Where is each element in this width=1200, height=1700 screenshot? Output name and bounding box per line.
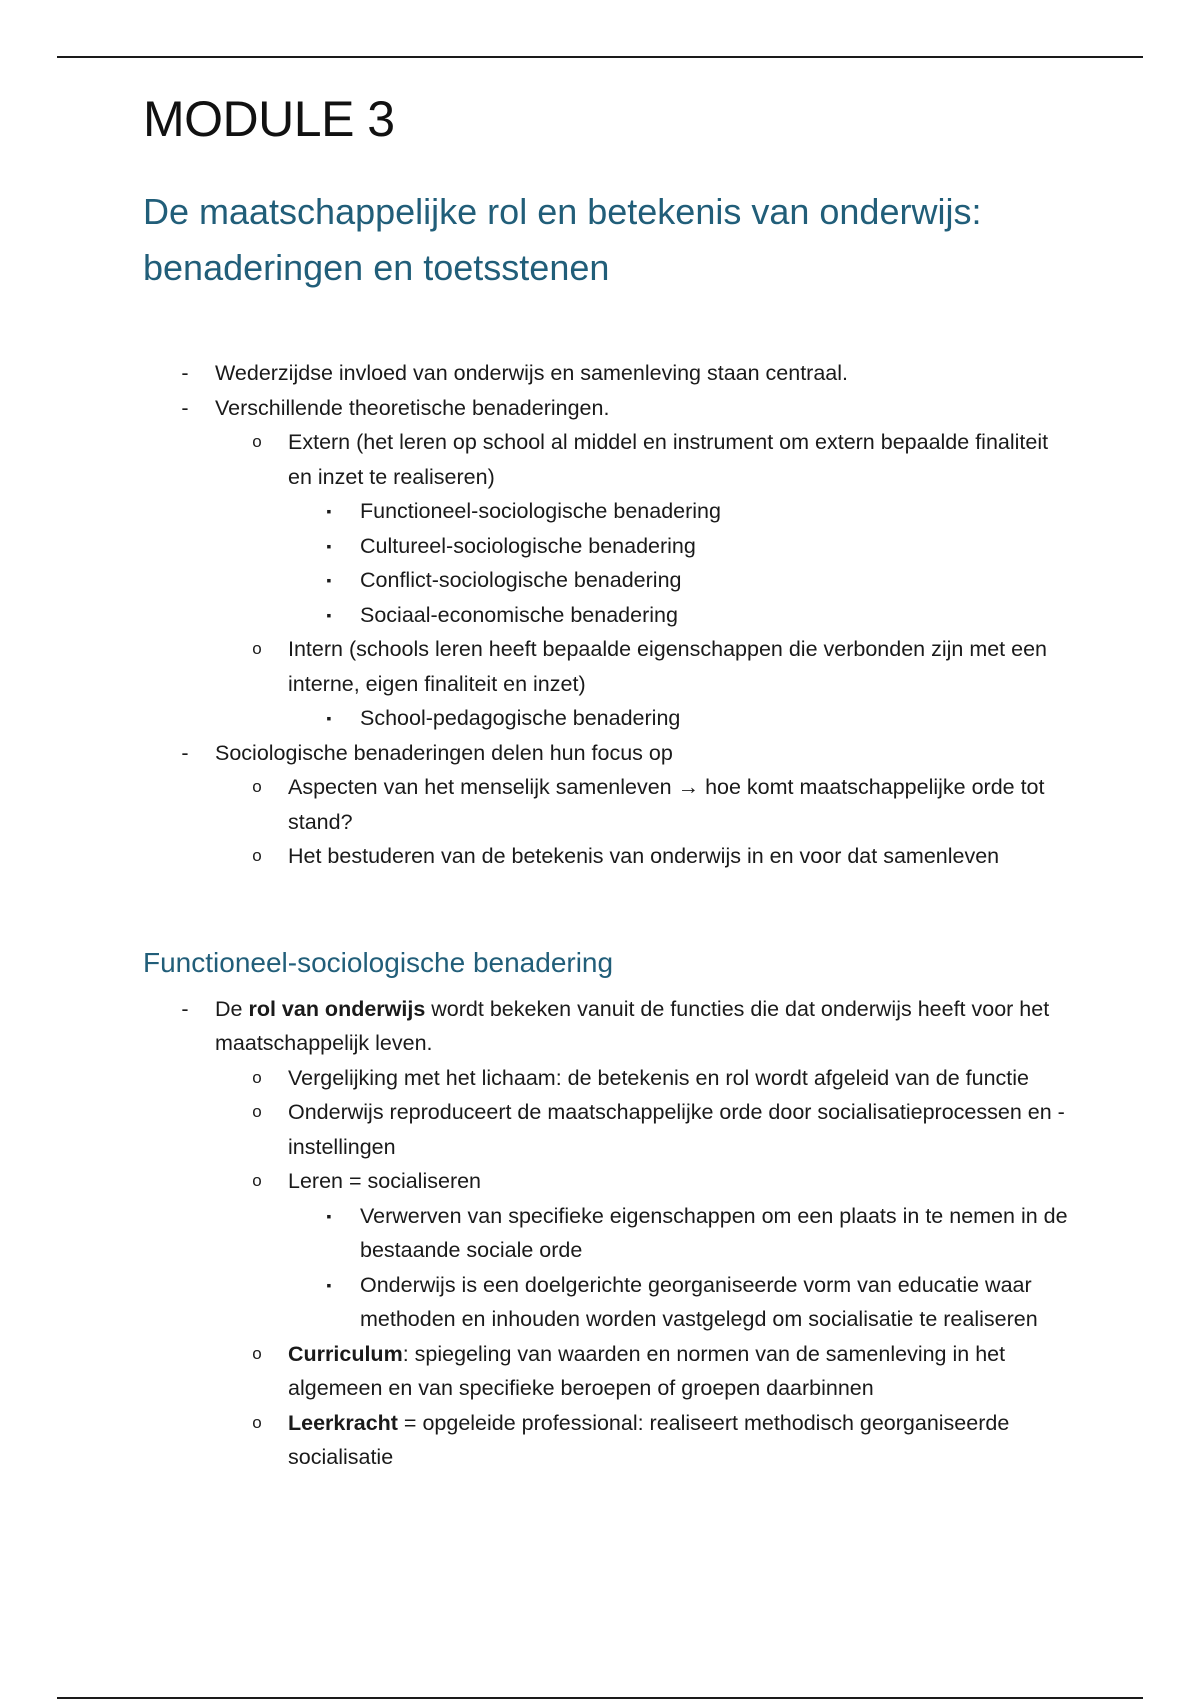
circle-bullet: o bbox=[252, 432, 262, 451]
list-item: - Verschillende theoretische benaderingen. bbox=[143, 391, 1073, 426]
intro-list bbox=[143, 356, 1073, 874]
dash-bullet: - bbox=[181, 740, 189, 765]
bold-term: Leerkracht bbox=[288, 1410, 398, 1435]
square-bullet: ▪ bbox=[326, 503, 332, 519]
section-heading: Functioneel-sociologische benadering bbox=[143, 946, 614, 978]
module-title: MODULE 3 bbox=[143, 91, 395, 147]
top-rule bbox=[57, 56, 1143, 58]
square-bullet: ▪ bbox=[326, 1207, 332, 1224]
circle-bullet: o bbox=[252, 777, 262, 796]
square-bullet: ▪ bbox=[326, 537, 332, 554]
bold-term: rol van onderwijs bbox=[248, 996, 426, 1021]
square-bullet: ▪ bbox=[326, 572, 332, 588]
document-body bbox=[143, 88, 1073, 1475]
list-item: - Sociologische benaderingen delen hun focus op bbox=[143, 736, 1073, 771]
list-item: o Intern (schools leren heeft bepaalde eigenschappen die verbonden zijn met een interne, eigen finaliteit en inzet) bbox=[143, 632, 1073, 701]
list-item: ▪ School-pedagogische benadering bbox=[143, 701, 1073, 736]
section-list bbox=[143, 992, 1073, 1475]
list-item: ▪ Verwerven van specifieke eigenschappen om een plaats in te nemen in de bestaande sociale orde bbox=[143, 1199, 1073, 1268]
circle-bullet: o bbox=[252, 639, 262, 658]
square-bullet: ▪ bbox=[326, 710, 332, 726]
list-item: o Aspecten van het menselijk samenleven → hoe komt maatschappelijke orde tot stand? bbox=[143, 770, 1073, 839]
list-item: ▪ Onderwijs is een doelgerichte georganiseerde vorm van educatie waar methoden en inhouden worden vastgelegd om socialisatie te realiseren bbox=[143, 1268, 1073, 1337]
circle-bullet: o bbox=[252, 1171, 262, 1190]
circle-bullet: o bbox=[252, 846, 262, 865]
list-item: - De rol van onderwijs wordt bekeken vanuit de functies die dat onderwijs heeft voor het maatschappelijk leven. bbox=[143, 992, 1073, 1061]
chapter-subtitle: De maatschappelijke rol en betekenis van onderwijs: benaderingen en toetsstenen bbox=[143, 191, 982, 288]
list-item: o Vergelijking met het lichaam: de betekenis en rol wordt afgeleid van de functie bbox=[143, 1061, 1073, 1096]
circle-bullet: o bbox=[252, 1102, 262, 1121]
square-bullet: ▪ bbox=[326, 606, 332, 623]
list-item: ▪ Cultureel-sociologische benadering bbox=[143, 529, 1073, 564]
list-item: o Extern (het leren op school al middel en instrument om extern bepaalde finaliteit en inzet te realiseren) bbox=[143, 425, 1073, 494]
circle-bullet: o bbox=[252, 1412, 262, 1432]
dash-bullet: - bbox=[181, 996, 189, 1021]
bottom-rule bbox=[57, 1697, 1143, 1699]
list-item: o Leerkracht = opgeleide professional: realiseert methodisch georganiseerde socialisatie bbox=[143, 1406, 1073, 1475]
list-item: o Leren = socialiseren bbox=[143, 1164, 1073, 1199]
list-item: ▪ Functioneel-sociologische benadering bbox=[143, 494, 1073, 529]
circle-bullet: o bbox=[252, 1067, 262, 1087]
list-item: ▪ Conflict-sociologische benadering bbox=[143, 563, 1073, 598]
dash-bullet: - bbox=[181, 361, 189, 385]
dash-bullet: - bbox=[181, 395, 189, 420]
circle-bullet: o bbox=[252, 1343, 262, 1363]
list-item: ▪ Sociaal-economische benadering bbox=[143, 598, 1073, 633]
list-item: o Curriculum: spiegeling van waarden en normen van de samenleving in het algemeen en van specifieke beroepen of groepen daarbinnen bbox=[143, 1337, 1073, 1406]
list-item: o Het bestuderen van de betekenis van onderwijs in en voor dat samenleven bbox=[143, 839, 1073, 874]
square-bullet: ▪ bbox=[326, 1276, 332, 1293]
list-item: - Wederzijdse invloed van onderwijs en samenleving staan centraal. bbox=[143, 356, 1073, 391]
bold-term: Curriculum bbox=[288, 1341, 403, 1366]
list-item: o Onderwijs reproduceert de maatschappelijke orde door socialisatieprocessen en -instellingen bbox=[143, 1095, 1073, 1164]
